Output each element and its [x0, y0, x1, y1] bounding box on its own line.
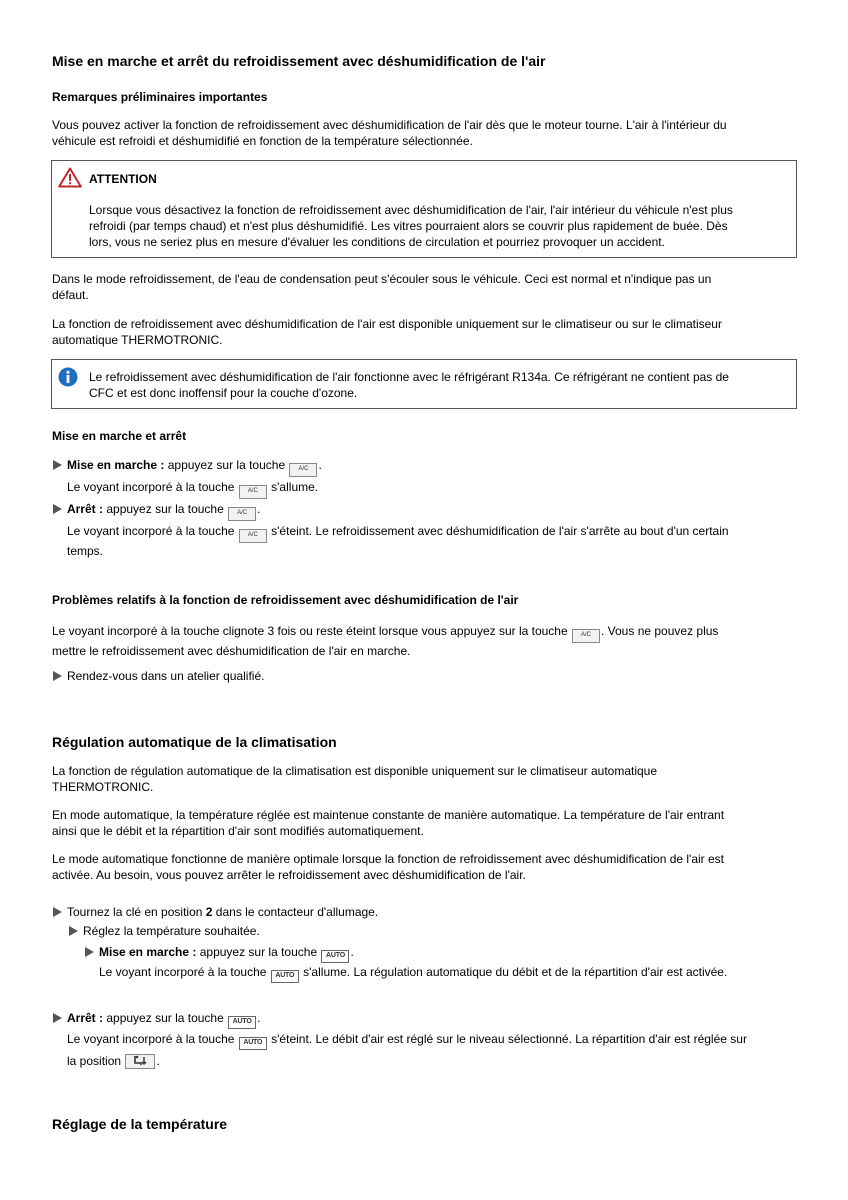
- attention-box: [51, 160, 797, 258]
- regulation-paragraph-3: [52, 851, 724, 883]
- ac-key-icon: A/C: [239, 529, 267, 543]
- text-line: . Vous ne pouvez plus: [601, 624, 719, 638]
- text-line: Lorsque vous désactivez la fonction de refroidissement avec déshumidification de l'air, l'air intérieur du véhicule n'est plus: [89, 203, 733, 217]
- text-line: véhicule est refroidi et déshumidifié en fonction de la température sélectionnée.: [52, 134, 473, 148]
- regulation-step-2: Réglez la température souhaitée.: [83, 924, 260, 938]
- step-text: s'éteint. Le refroidissement avec déshumidification de l'air s'arrête au bout d'un certain: [271, 524, 729, 538]
- temperature-title: Réglage de la température: [52, 1116, 228, 1132]
- regulation-paragraph-2: [52, 807, 724, 839]
- text-line: lors, vous ne seriez plus en mesure d'évaluer les conditions de circulation et pourriez provoquer un accident.: [89, 235, 665, 249]
- step-text: appuyez sur la touche: [167, 458, 286, 472]
- seated-person-icon: [129, 1055, 151, 1066]
- text-line: refroidi (par temps chaud) et n'est plus déshumidifié. Les vitres pourraient alors se couvrir plus rapidement de buée. Dès: [89, 219, 728, 233]
- triangle-bullet-icon: [53, 504, 62, 514]
- info-text: [89, 369, 729, 401]
- step-label: Arrêt :: [67, 502, 104, 516]
- problems-title: Problèmes relatifs à la fonction de refroidissement avec déshumidification de l'air: [52, 593, 519, 607]
- step-text: appuyez sur la touche: [106, 502, 224, 516]
- problems-action: Rendez-vous dans un atelier qualifié.: [67, 669, 265, 683]
- triangle-bullet-icon: [53, 671, 62, 681]
- triangle-bullet-icon: [53, 1013, 62, 1023]
- step-text: la position: [67, 1054, 122, 1068]
- text-line: En mode automatique, la température réglée est maintenue constante de manière automatique. La température de l'air entrant: [52, 808, 725, 822]
- text-line: automatique THERMOTRONIC.: [52, 333, 223, 347]
- step-text: Le voyant incorporé à la touche: [67, 1032, 235, 1046]
- ac-key-icon: A/C: [239, 485, 267, 499]
- info-box: [51, 359, 797, 409]
- attention-text: [89, 202, 733, 250]
- step-text: Le voyant incorporé à la touche: [99, 965, 267, 979]
- text-line: activée. Au besoin, vous pouvez arrêter le refroidissement avec déshumidification de l'air.: [52, 868, 526, 882]
- text-line: Le mode automatique fonctionne de manière optimale lorsque la fonction de refroidissement avec déshumidification de l'air est: [52, 852, 725, 866]
- text-line: Le refroidissement avec déshumidification de l'air fonctionne avec le réfrigérant R134a. Ce réfrigérant ne contient pas de: [89, 370, 729, 384]
- regulation-step-1: [67, 904, 378, 920]
- text-line: Le voyant incorporé à la touche clignote 3 fois ou reste éteint lorsque vous appuyez sur la touche: [52, 624, 568, 638]
- auto-key-icon: AUTO: [321, 950, 349, 963]
- text-line: Dans le mode refroidissement, de l'eau de condensation peut s'écouler sous le véhicule. Ceci est normal et n'indique pas un: [52, 272, 712, 286]
- step-label: Mise en marche :: [67, 458, 165, 472]
- text-line: temps.: [67, 544, 104, 558]
- step-text: Le voyant incorporé à la touche: [67, 480, 235, 494]
- regulation-title: Régulation automatique de la climatisation: [52, 734, 337, 750]
- section-title: Mise en marche et arrêt du refroidissement avec déshumidification de l'air: [52, 53, 546, 69]
- text-line: mettre le refroidissement avec déshumidification de l'air en marche.: [52, 644, 411, 658]
- step-label: Mise en marche :: [99, 945, 197, 959]
- text-line: La fonction de refroidissement avec déshumidification de l'air est disponible uniquement sur le climatiseur ou sur le climatiseur: [52, 317, 722, 331]
- step-text: s'éteint. Le débit d'air est réglé sur le niveau sélectionné. La répartition d'air est réglée sur: [271, 1032, 747, 1046]
- step-text: s'allume. La régulation automatique du débit et de la répartition d'air est activée.: [303, 965, 728, 979]
- onoff-on-result: [67, 479, 318, 499]
- triangle-bullet-icon: [53, 907, 62, 917]
- step-text: appuyez sur la touche: [106, 1011, 224, 1025]
- intro-paragraph: [52, 117, 802, 149]
- step-position: 2: [205, 905, 213, 919]
- onoff-title: Mise en marche et arrêt: [52, 429, 187, 443]
- info-circle-icon: [58, 367, 78, 387]
- step-text: dans le contacteur d'allumage.: [215, 905, 379, 919]
- text-line: ainsi que le débit et la répartition d'air sont modifiés automatiquement.: [52, 824, 424, 838]
- onoff-off-result: [67, 523, 729, 559]
- auto-key-icon: AUTO: [228, 1016, 256, 1029]
- problems-paragraph: [52, 623, 718, 659]
- step-text: Tournez la clé en position: [67, 905, 203, 919]
- text-line: défaut.: [52, 288, 89, 302]
- regulation-paragraph-1: [52, 763, 657, 795]
- triangle-bullet-icon: [85, 947, 94, 957]
- regulation-off-step: Arrêt : appuyez sur la touche AUTO .: [67, 1010, 260, 1029]
- condensation-paragraph: [52, 271, 711, 303]
- ac-key-icon: A/C: [572, 629, 600, 643]
- text-line: La fonction de régulation automatique de la climatisation est disponible uniquement sur le climatiseur automatique: [52, 764, 658, 778]
- step-label: Arrêt :: [67, 1011, 104, 1025]
- auto-key-icon: AUTO: [239, 1037, 267, 1050]
- attention-label: ATTENTION: [89, 172, 157, 186]
- auto-key-icon: AUTO: [271, 970, 299, 983]
- step-text: Le voyant incorporé à la touche: [67, 524, 235, 538]
- text-line: Vous pouvez activer la fonction de refroidissement avec déshumidification de l'air dès que le moteur tourne. L'air à l'intérieur du: [52, 118, 727, 132]
- ac-key-icon: A/C: [289, 463, 317, 477]
- regulation-step-3-result: [99, 964, 727, 983]
- step-text: s'allume.: [271, 480, 319, 494]
- regulation-step-3: Mise en marche : appuyez sur la touche AUTO .: [99, 944, 354, 963]
- subsection-title: Remarques préliminaires importantes: [52, 90, 268, 104]
- onoff-on-step: Mise en marche : appuyez sur la touche A/C .: [67, 457, 322, 477]
- step-text: appuyez sur la touche: [199, 945, 318, 959]
- regulation-off-result: Le voyant incorporé à la touche AUTO s'éteint. Le débit d'air est réglé sur le niveau sélectionné. La répartition d'air est réglée sur la position .: [67, 1032, 747, 1068]
- ac-key-icon: A/C: [228, 507, 256, 521]
- onoff-off-step: Arrêt : appuyez sur la touche A/C .: [67, 501, 260, 521]
- warning-triangle-icon: [58, 167, 82, 188]
- triangle-bullet-icon: [53, 460, 62, 470]
- availability-paragraph: [52, 316, 722, 348]
- air-distribution-position-icon: [125, 1054, 155, 1069]
- text-line: THERMOTRONIC.: [52, 780, 154, 794]
- text-line: CFC et est donc inoffensif pour la couche d'ozone.: [89, 386, 358, 400]
- triangle-bullet-icon: [69, 926, 78, 936]
